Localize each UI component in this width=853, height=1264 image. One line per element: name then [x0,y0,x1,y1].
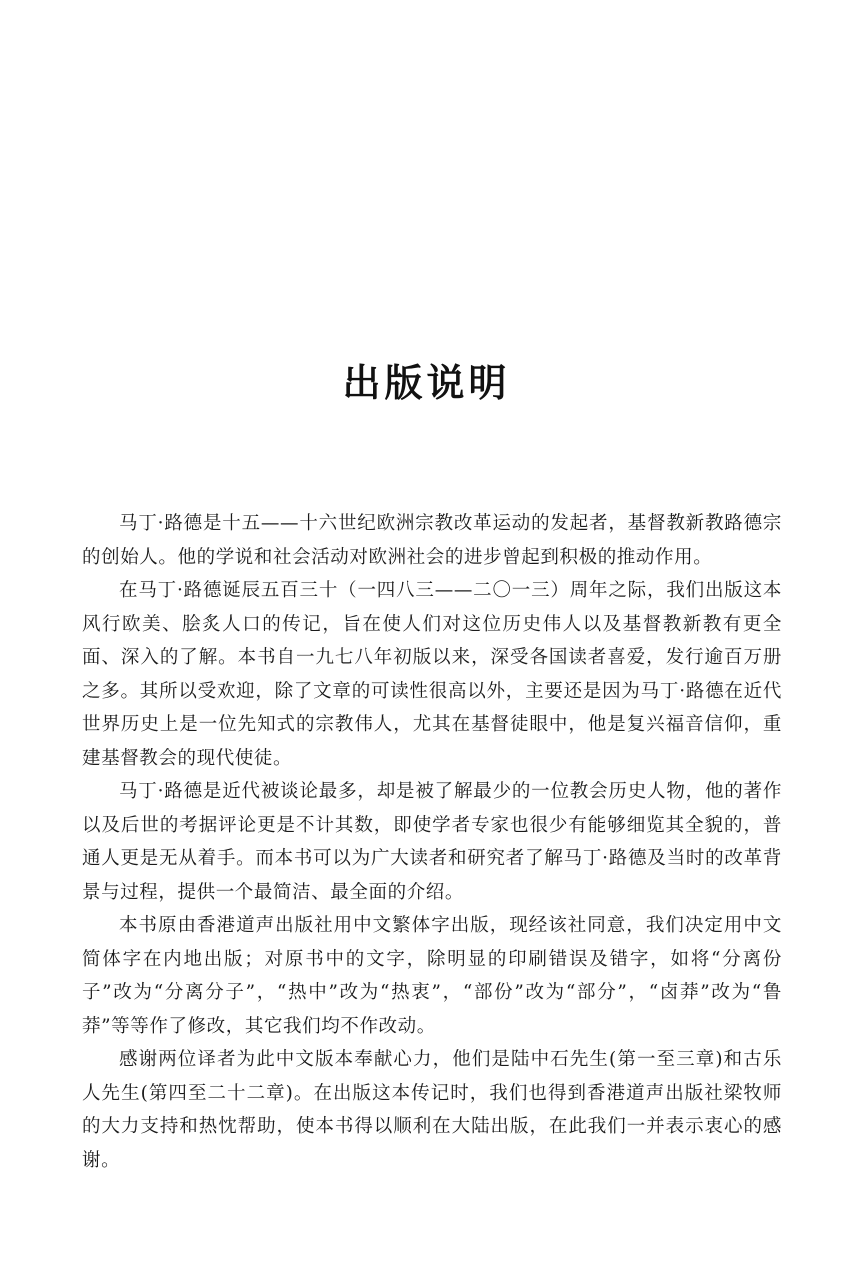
page-title: 出版说明 [342,361,511,405]
paragraph-3: 马丁·路德是近代被谈论最多，却是被了解最少的一位教会历史人物，他的著作以及后世的考据评论更是不计其数，即使学者专家也很少有能够细览其全貌的，普通人更是无从着手。而本书可以为广大读者和研究者了解马丁·路德及当时的改革背景与过程，提供一个最简洁、最全面的介绍。 [82,781,782,903]
paragraph-4: 本书原由香港道声出版社用中文繁体字出版，现经该社同意，我们决定用中文简体字在内地出版；对原书中的文字，除明显的印刷错误及错字，如将“分离份子”改为“分离分子”，“热中”改为“热衷”，“部份”改为“部分”，“卤莽”改为“鲁莽”等等作了修改，其它我们均不作改动。 [82,915,782,1037]
paragraph-5: 感谢两位译者为此中文版本奉献心力，他们是陆中石先生(第一至三章)和古乐人先生(第四至二十二章)。在出版这本传记时，我们也得到香港道声出版社梁牧师的大力支持和热忱帮助，使本书得以顺利在大陆出版，在此我们一并表示衷心的感谢。 [82,1049,782,1171]
paragraph-2: 在马丁·路德诞辰五百三十（一四八三——二〇一三）周年之际，我们出版这本风行欧美、脍炙人口的传记，旨在使人们对这位历史伟人以及基督教新教有更全面、深入的了解。本书自一九七八年初版以来，深受各国读者喜爱，发行逾百万册之多。其所以受欢迎，除了文章的可读性很高以外，主要还是因为马丁·路德在近代世界历史上是一位先知式的宗教伟人，尤其在基督徒眼中，他是复兴福音信仰，重建基督教会的现代使徒。 [82,580,782,769]
body-text [82,507,782,1177]
paragraph-1: 马丁·路德是十五——十六世纪欧洲宗教改革运动的发起者，基督教新教路德宗的创始人。他的学说和社会活动对欧洲社会的进步曾起到积极的推动作用。 [82,513,782,568]
